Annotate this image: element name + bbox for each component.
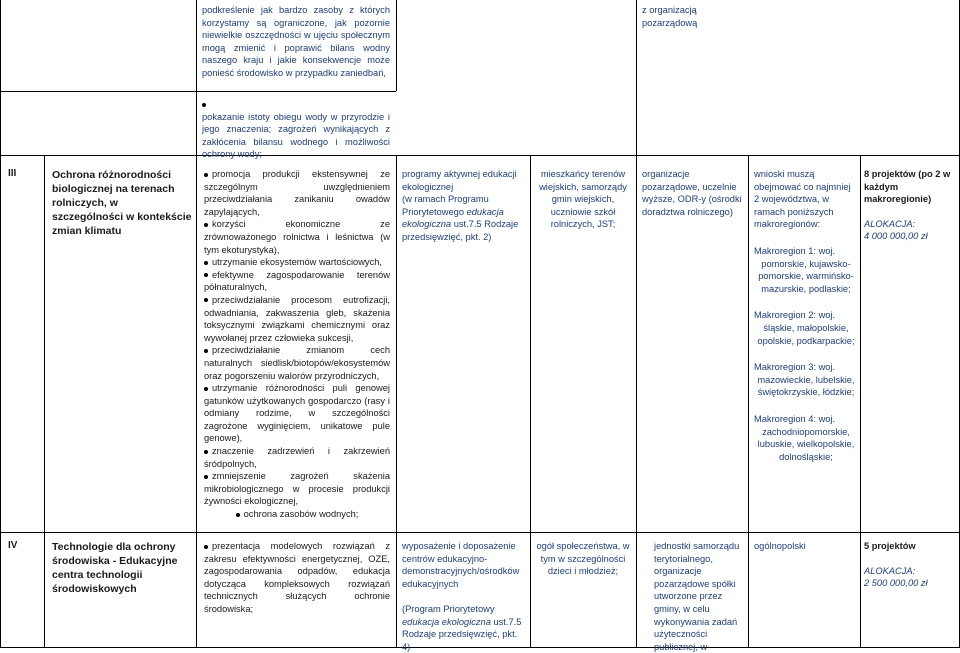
top-bullet-text: pokazanie istoty obiegu wody w przyrodzie i jego znaczenia; zagrożeń wynikających z zakłócenia bilansu wodnego i możliwości ochrony wody; <box>202 111 390 160</box>
grid-line <box>44 155 45 648</box>
top-left-text: podkreślenie jak bardzo zasoby z których korzystamy są ograniczone, jak pozornie niewielkie oszczędności w ujęciu społecznym mogą zmienić i poprawić bilans wodny naszego kraju i jakie konsekwencje może ponieść środowisko w przypadku zaniedbań, <box>202 5 390 78</box>
bullet-icon <box>204 173 208 177</box>
macroregion: Makroregion 4: woj. zachodniopomorskie, lubuskie, wielkopolskie, dolnośląskie; <box>754 413 855 462</box>
program-text: programy aktywnej edukacji ekologicznej (w ramach Programu Priorytetowego edukacja ekologiczna ust.7.5 Rodzaje przedsięwzięć, pkt. 2) <box>402 169 519 242</box>
grid-line <box>0 91 396 92</box>
topic-bullet-list <box>204 168 390 521</box>
bullet-icon <box>204 545 208 549</box>
grid-line <box>860 155 861 648</box>
bullet-icon <box>204 223 208 227</box>
regions-intro: wnioski muszą obejmować co najmniej 2 województwa, w ramach poniższych makroregionów: <box>754 169 851 230</box>
grid-line <box>196 0 197 648</box>
top-partner-text: z organizacją pozarządową <box>642 5 698 28</box>
allocation-value: 2 500 000,00 zł <box>864 578 928 589</box>
grid-line <box>636 0 637 648</box>
program-text: wyposażenie i doposażenie centrów edukacyjno-demonstracyjnych/ośrodków edukacyjnych (Program Priorytetowy edukacja ekologiczna ust.7.5 Rodzaje przedsięwzięć, pkt. 4) <box>402 541 522 652</box>
allocation-label: ALOKACJA: <box>864 565 916 576</box>
topic-title: Technologie dla ochrony środowiska - Edukacyjne centra technologii środowiskowych <box>52 541 178 595</box>
allocation-value: 4 000 000,00 zł <box>864 231 928 242</box>
bullet-icon <box>204 273 208 277</box>
topic-bullet: przeciwdziałanie procesom eutrofizacji, odwadniania, zakwaszenia gleb, skażenia toksycznymi związkami chemicznymi oraz wywołanej przez człowieka sukcesji, <box>204 294 390 343</box>
grid-line <box>0 0 1 648</box>
projects-cell <box>864 168 956 243</box>
macroregion: Makroregion 2: woj. śląskie, małopolskie, opolskie, podkarpackie; <box>754 310 855 346</box>
topic-bullet: efektywne zagospodarowanie terenów półnaturalnych, <box>204 269 390 293</box>
topic-bullet: utrzymanie ekosystemów wartościowych, <box>204 256 390 269</box>
bullet-icon <box>204 298 208 302</box>
bullet-icon <box>204 475 208 479</box>
row-numeral: III <box>8 168 17 179</box>
recipients-text: mieszkańcy terenów wiejskich, samorządy gmin wiejskich, uczniowie szkół rolniczych, JST; <box>539 169 627 230</box>
grid-line <box>396 0 397 91</box>
bullet-icon <box>204 261 208 265</box>
grid-line <box>0 155 960 156</box>
grid-line <box>0 532 960 533</box>
topic-bullet: znaczenie zadrzewień i zakrzewień śródpolnych, <box>204 446 390 469</box>
topic-bullet: prezentacja modelowych rozwiązań z zakresu efektywności energetycznej, OZE, zagospodarowania odpadów, edukacja dotycząca kompleksowych rozwiązań technicznych służących ochronie środowiska; <box>204 541 390 614</box>
top-bullet-item <box>202 98 390 161</box>
grid-line <box>748 155 749 648</box>
topic-title: Ochrona różnorodności biologicznej na terenach rolniczych, w szczególności w kontekście zmian klimatu <box>52 169 192 237</box>
bullet-icon <box>204 450 208 454</box>
projects-count: 8 projektów (po 2 w każdym makroregionie) <box>864 169 951 205</box>
applicants-text: jednostki samorządu terytorialnego, organizacje pozarządowe spółki utworzone przez gminy, w celu wykonywania zadań użyteczności publicznej, w <box>654 541 740 652</box>
bullet-icon <box>204 387 208 391</box>
regions-text: ogólnopolski <box>754 541 806 551</box>
macroregion: Makroregion 3: woj. mazowieckie, lubelskie, świętokrzyskie, łódzkie; <box>754 362 855 398</box>
allocation-label: ALOKACJA: <box>864 218 916 229</box>
topic-bullet: promocja produkcji ekstensywnej ze szczególnym uwzględnieniem przeciwdziałania zanikaniu owadów zapylających, <box>204 169 390 217</box>
projects-cell <box>864 540 956 590</box>
topic-bullet: przeciwdziałanie zmianom cech naturalnych siedlisk/biotopów/ekosystemów oraz pogorszeniu walorów przyrodniczych, <box>204 345 390 381</box>
bullet-icon <box>204 349 208 353</box>
bullet-icon <box>202 103 206 107</box>
topic-bullet: korzyści ekonomiczne ze zrównoważonego rolnictwa i leśnictwa (w tym ekoturystyka), <box>204 219 390 255</box>
grid-line <box>530 155 531 648</box>
grid-line <box>396 155 397 648</box>
regions-cell <box>754 168 858 463</box>
macroregion: Makroregion 1: woj. pomorskie, kujawsko-pomorskie, warmińsko-mazurskie, podlaskie; <box>754 245 854 294</box>
topic-bullet: ochrona zasobów wodnych; <box>204 508 390 521</box>
applicants-text: organizacje pozarządowe, uczelnie wyższe, ODR-y (ośrodki doradztwa rolniczego) <box>642 169 742 217</box>
topic-bullet-list <box>204 540 390 616</box>
bullet-icon <box>236 513 240 517</box>
recipients-text: ogół społeczeństwa, w tym w szczególności dzieci i młodzież; <box>536 541 630 577</box>
topic-bullet: zmniejszenie zagrożeń skażenia mikrobiologicznego w procesie produkcji żywności ekologicznej, <box>204 471 390 507</box>
projects-count: 5 projektów <box>864 541 916 551</box>
row-numeral: IV <box>8 540 18 551</box>
topic-bullet: utrzymanie różnorodności puli genowej gatunków użytkowanych gospodarczo (rasy i odmiany rodzime, w szczególności zagrożone wyginięciem, unikatowe pule genowe), <box>204 383 390 444</box>
